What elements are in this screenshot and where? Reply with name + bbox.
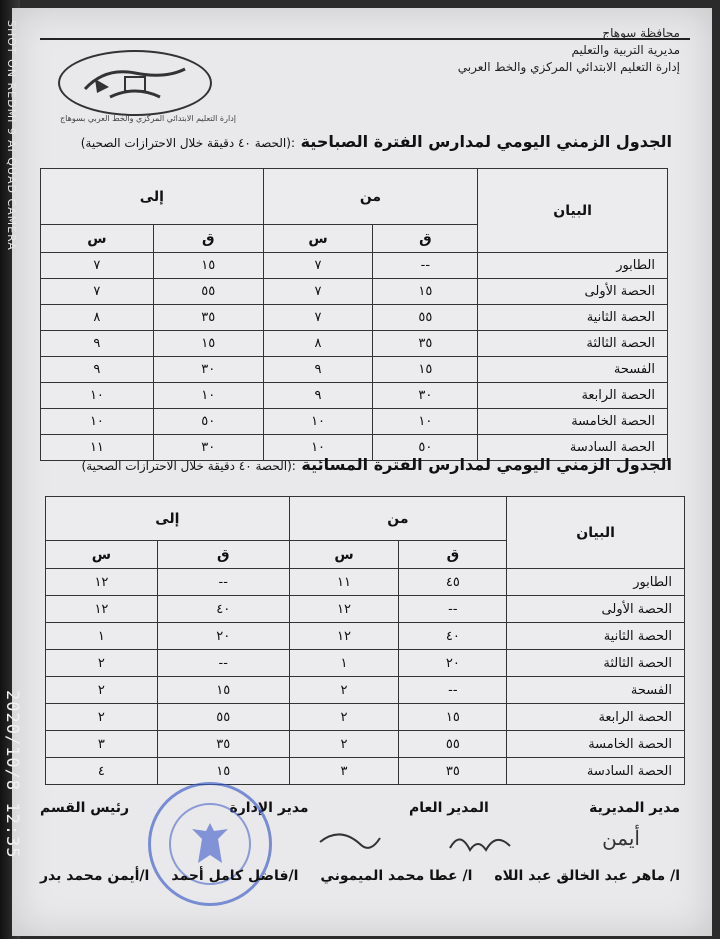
evening-cell-to-s: ٢: [46, 704, 158, 731]
morning-cell-from-q: ٥٥: [373, 305, 478, 331]
morning-cell-to-q: ٥٠: [153, 409, 263, 435]
sig-name-maher: ا/ ماهر عبد الخالق عبد اللاه: [494, 868, 680, 884]
morning-cell-from-q: ١٥: [373, 357, 478, 383]
evening-row: [46, 596, 685, 623]
evening-row: [46, 758, 685, 785]
morning-cell-from-s: ٩: [263, 383, 373, 409]
morning-title-block: [81, 132, 672, 151]
letterhead: [458, 25, 680, 76]
evening-cell-label: الحصة الأولى: [507, 596, 685, 623]
evening-col-from: من: [289, 497, 507, 541]
evening-cell-from-s: ٣: [289, 758, 399, 785]
watermark-line1: SHOT ON REDMI 9: [5, 20, 18, 136]
morning-cell-from-q: ٣٠: [373, 383, 478, 409]
evening-cell-from-q: ١٥: [399, 704, 507, 731]
morning-sub-from-s: س: [263, 225, 373, 253]
evening-cell-to-q: --: [157, 569, 289, 596]
evening-row: [46, 704, 685, 731]
signature-titles: [40, 800, 680, 816]
morning-cell-to-s: ٧: [41, 253, 154, 279]
morning-cell-label: الطابور: [478, 253, 668, 279]
evening-cell-from-s: ٢: [289, 731, 399, 758]
evening-cell-from-s: ١٢: [289, 623, 399, 650]
evening-cell-to-q: --: [157, 650, 289, 677]
logo-caption: إدارة التعليم الابتدائي المركزي والخط العربي بسوهاج: [60, 114, 236, 123]
evening-cell-label: الحصة الرابعة: [507, 704, 685, 731]
evening-cell-from-q: ٣٥: [399, 758, 507, 785]
evening-row: [46, 569, 685, 596]
evening-row: [46, 677, 685, 704]
sig-title-general-director: المدير العام: [408, 800, 489, 816]
morning-schedule-table: [40, 168, 668, 461]
evening-cell-from-s: ١: [289, 650, 399, 677]
evening-title-block: [82, 455, 672, 474]
evening-col-to: إلى: [46, 497, 290, 541]
morning-row: [41, 331, 668, 357]
evening-cell-label: الحصة الخامسة: [507, 731, 685, 758]
morning-cell-from-q: ٣٥: [373, 331, 478, 357]
department-logo: [58, 50, 212, 116]
evening-cell-to-q: ١٥: [157, 677, 289, 704]
morning-sub-to-s: س: [41, 225, 154, 253]
morning-title: الجدول الزمني اليومي لمدارس الفترة الصباحية: [300, 132, 672, 151]
morning-cell-from-s: ٨: [263, 331, 373, 357]
morning-col-from: من: [263, 169, 478, 225]
morning-cell-from-s: ٧: [263, 279, 373, 305]
photo-timestamp: 2020/10/8 12:35: [2, 690, 22, 859]
evening-cell-to-s: ١٢: [46, 596, 158, 623]
morning-cell-to-q: ١٥: [153, 253, 263, 279]
evening-cell-label: الحصة الثانية: [507, 623, 685, 650]
signature-names: [40, 868, 680, 884]
morning-row: [41, 253, 668, 279]
morning-cell-from-q: ١٥: [373, 279, 478, 305]
evening-cell-from-q: --: [399, 677, 507, 704]
watermark-line2: AI QUAD CAMERA: [5, 140, 18, 252]
morning-cell-to-s: ٧: [41, 279, 154, 305]
morning-cell-from-s: ٧: [263, 253, 373, 279]
evening-row: [46, 731, 685, 758]
evening-cell-from-s: ١٢: [289, 596, 399, 623]
morning-cell-from-q: ١٠: [373, 409, 478, 435]
morning-cell-to-s: ٨: [41, 305, 154, 331]
evening-cell-to-q: ٥٥: [157, 704, 289, 731]
morning-cell-to-s: ٩: [41, 331, 154, 357]
morning-cell-to-s: ١٠: [41, 383, 154, 409]
evening-schedule-table: [45, 496, 685, 785]
morning-cell-label: الحصة الخامسة: [478, 409, 668, 435]
evening-col-label: البيان: [507, 497, 685, 569]
evening-cell-to-s: ٢: [46, 650, 158, 677]
morning-cell-to-s: ٩: [41, 357, 154, 383]
evening-cell-to-s: ٢: [46, 677, 158, 704]
evening-cell-to-s: ١: [46, 623, 158, 650]
morning-cell-from-q: ٥٠: [373, 435, 478, 461]
morning-cell-to-q: ٣٠: [153, 435, 263, 461]
evening-sub-from-q: ق: [399, 541, 507, 569]
evening-cell-from-s: ٢: [289, 704, 399, 731]
evening-cell-to-s: ٣: [46, 731, 158, 758]
evening-row: [46, 623, 685, 650]
device-watermark: [2, 20, 18, 251]
eagle-emblem-icon: [188, 819, 232, 869]
morning-cell-label: الفسحة: [478, 357, 668, 383]
sig-title-admin-director: مدير الإدارة: [229, 800, 309, 816]
morning-col-label: البيان: [478, 169, 668, 253]
evening-cell-label: الحصة الثالثة: [507, 650, 685, 677]
evening-cell-from-q: ٤٠: [399, 623, 507, 650]
morning-cell-to-q: ٥٥: [153, 279, 263, 305]
morning-cell-from-q: --: [373, 253, 478, 279]
evening-cell-to-q: ٢٠: [157, 623, 289, 650]
morning-cell-to-q: ١٥: [153, 331, 263, 357]
morning-cell-label: الحصة الثالثة: [478, 331, 668, 357]
evening-cell-from-q: ٢٠: [399, 650, 507, 677]
evening-cell-from-s: ١١: [289, 569, 399, 596]
morning-cell-from-s: ٧: [263, 305, 373, 331]
evening-cell-label: الفسحة: [507, 677, 685, 704]
morning-sub-to-q: ق: [153, 225, 263, 253]
morning-row: [41, 279, 668, 305]
morning-col-to: إلى: [41, 169, 264, 225]
sig-name-fadel: ا/فاضل كامل أحمد: [171, 868, 299, 884]
morning-row: [41, 305, 668, 331]
morning-cell-label: الحصة السادسة: [478, 435, 668, 461]
morning-cell-to-q: ١٠: [153, 383, 263, 409]
morning-sub-from-q: ق: [373, 225, 478, 253]
sig-title-directorate-director: مدير المديرية: [589, 800, 680, 816]
morning-cell-to-q: ٣٠: [153, 357, 263, 383]
morning-cell-from-s: ٩: [263, 357, 373, 383]
directorate: مديرية التربية والتعليم: [571, 43, 680, 57]
evening-cell-label: الطابور: [507, 569, 685, 596]
morning-cell-label: الحصة الأولى: [478, 279, 668, 305]
department: إدارة التعليم الابتدائي المركزي والخط العربي: [457, 60, 680, 74]
signature-scribbles: [300, 820, 680, 870]
evening-cell-label: الحصة السادسة: [507, 758, 685, 785]
sig-name-ayman: ا/أيمن محمد بدر: [40, 868, 150, 884]
sig-name-atta: ا/ عطا محمد الميموني: [320, 868, 473, 884]
evening-cell-to-q: ٣٥: [157, 731, 289, 758]
evening-title: الجدول الزمني اليومي لمدارس الفترة المسائية: [301, 455, 672, 474]
morning-cell-from-s: ١٠: [263, 435, 373, 461]
morning-cell-to-q: ٣٥: [153, 305, 263, 331]
evening-cell-from-q: ٥٥: [399, 731, 507, 758]
handwritten-signature: أيمن: [602, 826, 640, 850]
evening-sub-to-s: س: [46, 541, 158, 569]
evening-cell-to-q: ٤٠: [157, 596, 289, 623]
sig-title-section-head: رئيس القسم: [40, 800, 130, 816]
official-stamp: [148, 782, 272, 906]
morning-note: :(الحصة ٤٠ دقيقة خلال الاحترازات الصحية): [80, 136, 295, 150]
evening-row: [46, 650, 685, 677]
governorate: محافظة سوهاج: [602, 26, 680, 40]
evening-cell-from-q: --: [399, 596, 507, 623]
morning-cell-to-s: ١٠: [41, 409, 154, 435]
morning-cell-from-s: ١٠: [263, 409, 373, 435]
morning-cell-label: الحصة الرابعة: [478, 383, 668, 409]
evening-cell-from-q: ٤٥: [399, 569, 507, 596]
evening-sub-from-s: س: [289, 541, 399, 569]
evening-cell-to-s: ١٢: [46, 569, 158, 596]
morning-cell-label: الحصة الثانية: [478, 305, 668, 331]
morning-cell-to-s: ١١: [41, 435, 154, 461]
morning-row: [41, 357, 668, 383]
evening-cell-to-s: ٤: [46, 758, 158, 785]
morning-row: [41, 409, 668, 435]
evening-cell-to-q: ١٥: [157, 758, 289, 785]
morning-row: [41, 383, 668, 409]
evening-sub-to-q: ق: [157, 541, 289, 569]
logo-emblem-icon: [75, 59, 195, 107]
evening-note: :(الحصة ٤٠ دقيقة خلال الاحترازات الصحية): [81, 459, 296, 473]
evening-cell-from-s: ٢: [289, 677, 399, 704]
